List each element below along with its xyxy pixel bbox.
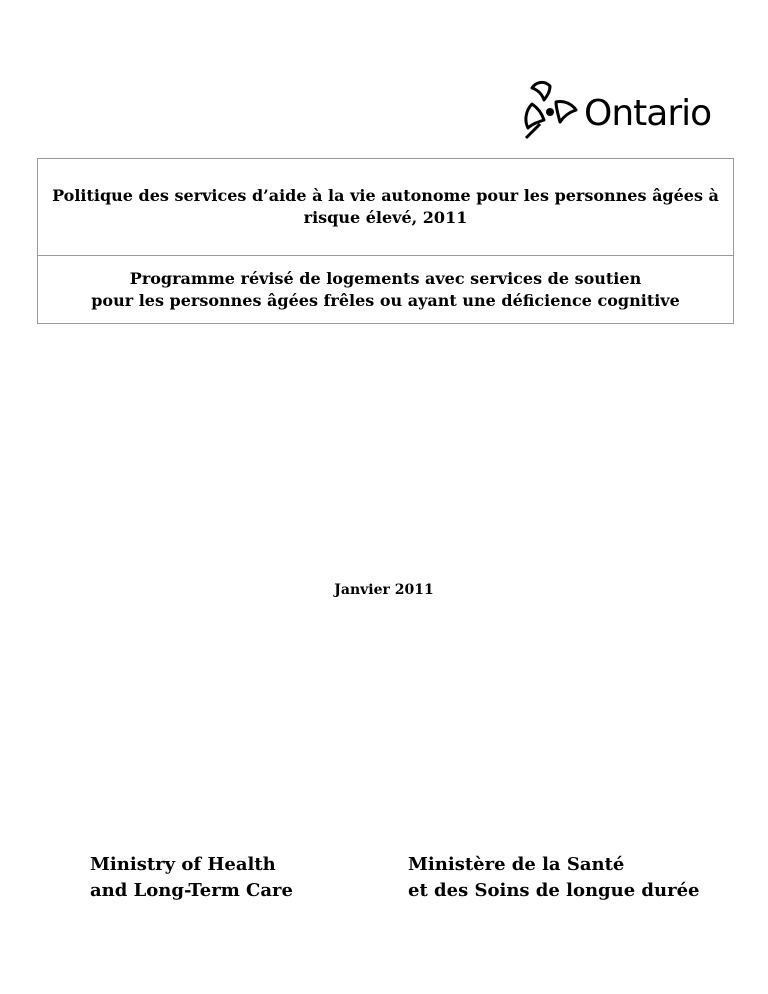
publication-date: Janvier 2011 xyxy=(334,582,434,598)
policy-title: Politique des services d’aide à la vie autonome pour les personnes âgées à risque élevé, 2011 xyxy=(52,186,719,227)
ontario-wordmark: Ontario xyxy=(584,93,712,134)
program-title-line-2: pour les personnes âgées frêles ou ayant une déficience cognitive xyxy=(91,290,680,310)
trillium-icon xyxy=(520,78,580,142)
program-title xyxy=(38,255,733,323)
ministry-name-french xyxy=(408,852,700,904)
ministry-name-english xyxy=(90,852,293,904)
program-title-line-1: Programme révisé de logements avec services de soutien xyxy=(129,268,642,288)
ministry-french-line-2: et des Soins de longue durée xyxy=(408,880,700,901)
ministry-french-line-1: Ministère de la Santé xyxy=(408,854,625,875)
ministry-english-line-1: Ministry of Health xyxy=(90,854,276,875)
ministry-english-line-2: and Long-Term Care xyxy=(90,880,293,901)
title-box xyxy=(37,158,734,324)
ontario-logo xyxy=(520,74,720,144)
